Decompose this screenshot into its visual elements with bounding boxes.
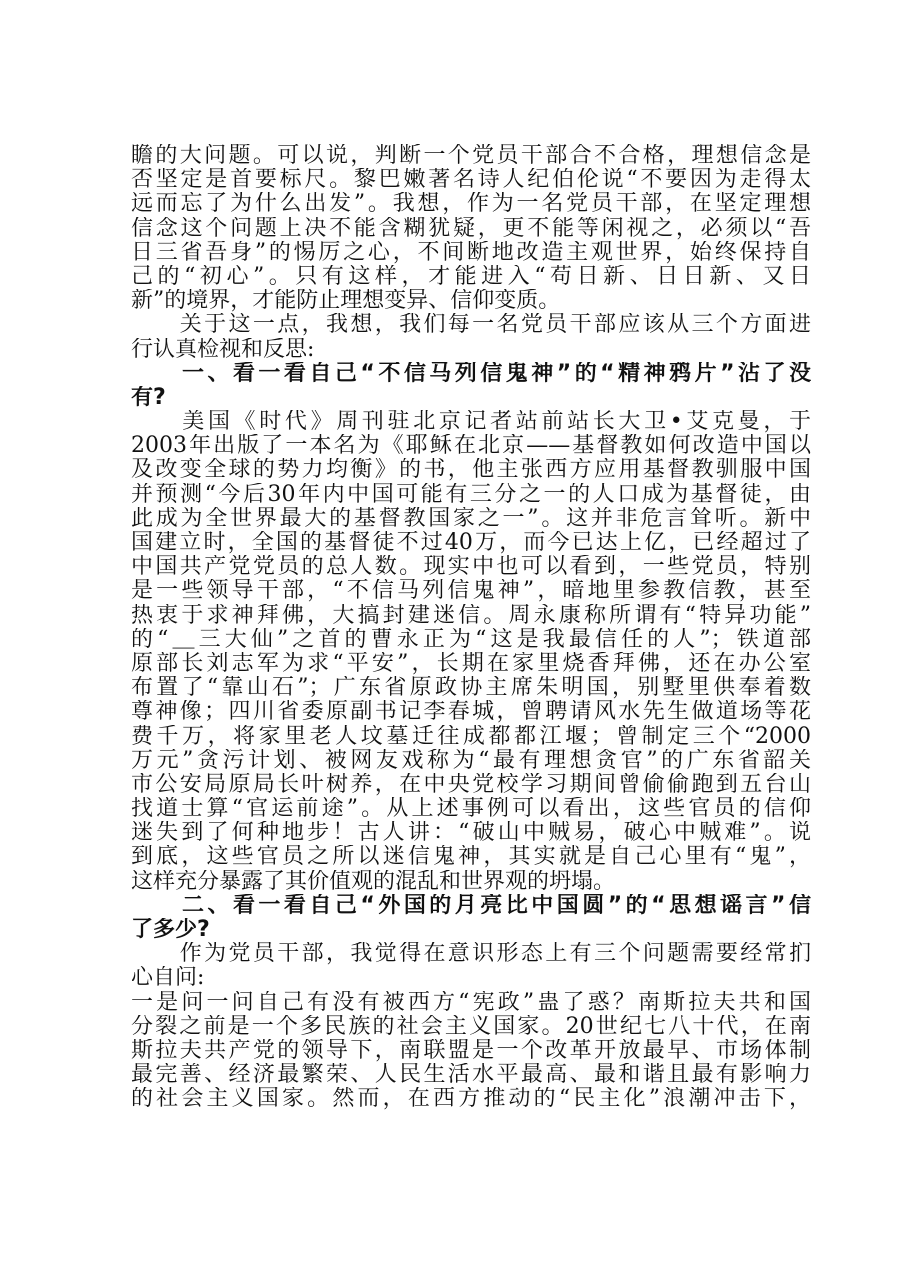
paragraph-line: 到底，这些官员之所以迷信鬼神，其实就是自己心里有“鬼”，	[131, 845, 811, 870]
paragraph-line: 瞻的大问题。可以说，判断一个党员干部合不合格，理想信念是	[131, 144, 811, 168]
paragraph-line: 斯拉夫共产党的领导下，南联盟是一个改革开放最早、市场体制	[131, 1038, 811, 1063]
paragraph-line: 迷失到了何种地步！古人讲：“破山中贼易，破心中贼难”。说	[131, 821, 811, 846]
paragraph-line: 此成为全世界最大的基督教国家之一”。这并非危言耸听。新中	[131, 506, 811, 531]
document-page	[131, 144, 811, 1112]
paragraph-line: 行认真检视和反思:	[131, 337, 315, 362]
paragraph-line: 国建立时，全国的基督徒不过40万，而今已达上亿，已经超过了	[131, 531, 811, 555]
paragraph-line: 市公安局原局长叶树养，在中央党校学习期间曾偷偷跑到五台山	[131, 772, 811, 797]
paragraph-line: 远而忘了为什么出发”。我想，作为一名党员干部，在坚定理想	[131, 192, 811, 217]
paragraph-line: 找道士算“官运前途”。从上述事例可以看出，这些官员的信仰	[131, 797, 811, 822]
paragraph-line: 热衷于求神拜佛，大搞封建迷信。周永康称所谓有“特异功能”	[131, 603, 811, 628]
paragraph-line: 费千万，将家里老人坟墓迁往成都都江堰；曾制定三个“2000	[131, 724, 811, 749]
paragraph-line: 最完善、经济最繁荣、人民生活水平最高、最和谐且最有影响力	[131, 1063, 811, 1088]
paragraph-line: 并预测“今后30年内中国可能有三分之一的人口成为基督徒，由	[131, 482, 811, 507]
paragraph-line: 一是问一问自己有没有被西方“宪政”蛊了惑？南斯拉夫共和国	[131, 990, 811, 1015]
paragraph-line: 己的“初心”。只有这样，才能进入“苟日新、日日新、又日	[131, 264, 811, 289]
paragraph-line: 布置了“靠山石”；广东省原政协主席朱明国，别墅里供奉着数	[131, 676, 811, 701]
paragraph-line: 是一些领导干部，“不信马列信鬼神”，暗地里参教信教，甚至	[131, 579, 811, 604]
paragraph-line: 新”的境界，才能防止理想变异、信仰变质。	[131, 289, 561, 314]
paragraph-line: 原部长刘志军为求“平安”，长期在家里烧香拜佛，还在办公室	[131, 651, 811, 676]
paragraph-line: 万元”贪污计划、被网友戏称为“最有理想贪官”的广东省韶关	[131, 748, 811, 773]
section-heading-line: 一、看一看自己“不信马列信鬼神”的“精神鸦片”沾了没	[131, 361, 811, 386]
paragraph-line: 中国共产党党员的总人数。现实中也可以看到，一些党员，特别	[131, 555, 811, 580]
paragraph-line: 作为党员干部，我觉得在意识形态上有三个问题需要经常扪	[131, 942, 811, 967]
paragraph-line: 分裂之前是一个多民族的社会主义国家。20世纪七八十代，在南	[131, 1014, 811, 1039]
paragraph-line: 及改变全球的势力均衡》的书，他主张西方应用基督教驯服中国	[131, 458, 811, 483]
paragraph-line: 的社会主义国家。然而，在西方推动的“民主化”浪潮冲击下，	[131, 1087, 811, 1112]
paragraph-line: 美国《时代》周刊驻北京记者站前站长大卫•艾克曼，于	[131, 410, 811, 435]
paragraph-line: 心自问:	[131, 966, 205, 991]
section-heading-line: 二、看一看自己“外国的月亮比中国圆”的“思想谣言”信	[131, 893, 811, 918]
paragraph-line: 信念这个问题上决不能含糊犹疑，更不能等闲视之，必须以“吾	[131, 216, 811, 241]
paragraph-line: 否坚定是首要标尺。黎巴嫩著名诗人纪伯伦说“不要因为走得太	[131, 168, 811, 193]
paragraph-line: 日三省吾身”的惕厉之心，不间断地改造主观世界，始终保持自	[131, 240, 811, 265]
paragraph-line: 2003年出版了一本名为《耶稣在北京——基督教如何改造中国以	[131, 434, 811, 459]
paragraph-line: 的“＿三大仙”之首的曹永正为“这是我最信任的人”；铁道部	[131, 627, 811, 652]
section-heading-line: 了多少?	[131, 918, 210, 942]
section-heading-line: 有?	[131, 385, 166, 410]
paragraph-line: 这样充分暴露了其价值观的混乱和世界观的坍塌。	[131, 869, 616, 894]
paragraph-line: 尊神像；四川省委原副书记李春城，曾聘请风水先生做道场等花	[131, 700, 811, 725]
paragraph-line: 关于这一点，我想，我们每一名党员干部应该从三个方面进	[131, 313, 811, 338]
